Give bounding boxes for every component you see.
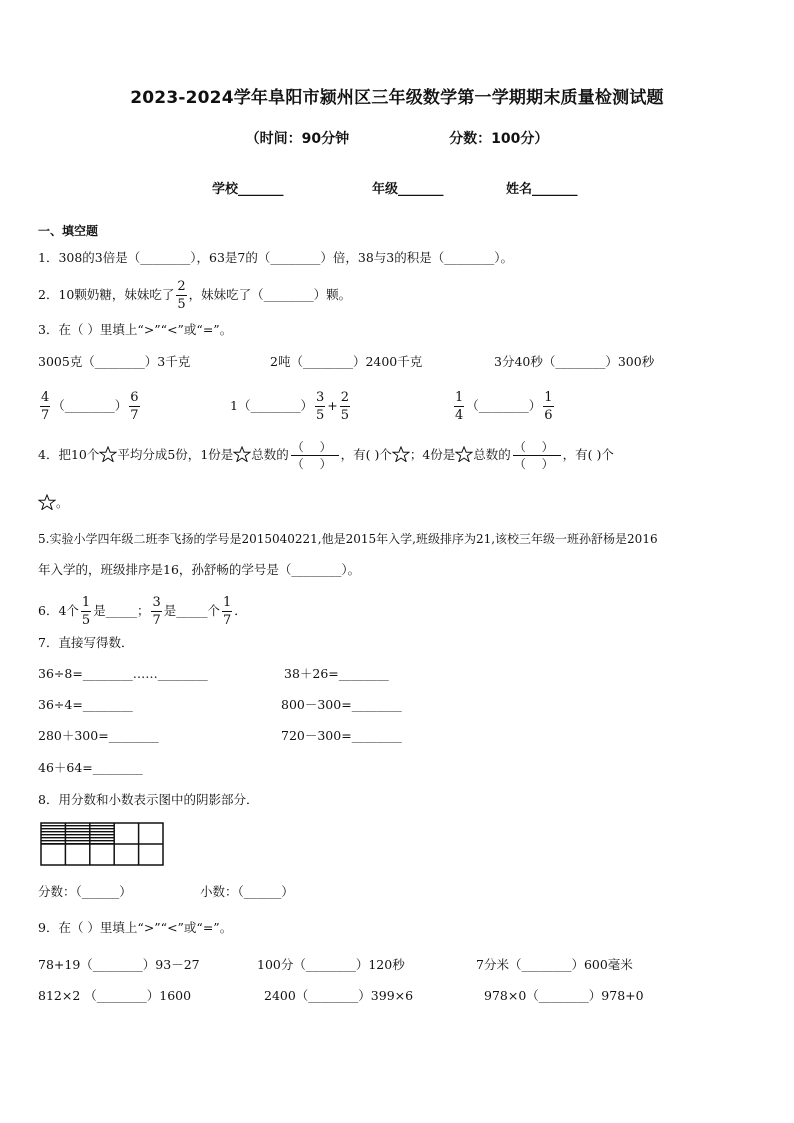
q7-item: 46＋64=________ (38, 760, 143, 775)
shaded-grid-figure (40, 822, 164, 866)
q7-item: 36÷4=________ (38, 697, 133, 712)
fraction: $\frac{1}{7}$ (223, 595, 232, 628)
question-4-end (38, 494, 69, 510)
q4-text: ，有( )个 (562, 447, 614, 462)
q9-item: 7分米（________）600毫米 (476, 957, 633, 972)
q4-text: 总数的 (251, 447, 289, 462)
exam-info (0, 132, 794, 146)
question-2 (38, 280, 351, 311)
q4-text: 4．把10个 (38, 447, 100, 462)
q9-item: 2400（________）399×6 (264, 988, 414, 1003)
q3-row2-item2 (230, 391, 352, 422)
q4-text: 平均分成5份，1份是 (117, 447, 234, 462)
answer-blank[interactable]: （________） (52, 398, 128, 413)
q6-text: 是_____； (93, 603, 150, 618)
q9-item: 812×2 （________）1600 (38, 988, 192, 1003)
fraction: $\frac{4}{7}$ (41, 390, 50, 423)
fraction: $\frac{1}{6}$ (544, 390, 553, 423)
star-icon (38, 494, 56, 510)
q4-text: ，有( )个 (340, 447, 392, 462)
q4-text: 总数的 (473, 447, 511, 462)
shaded-cell (41, 823, 65, 844)
shaded-cell (65, 823, 89, 844)
q7-item: 36÷8=________……________ (38, 666, 208, 681)
fraction-answer[interactable]: 分数：（______） (38, 884, 132, 899)
q6-text: 6．4个 (38, 603, 79, 618)
fraction-denominator: 5 (177, 297, 186, 312)
q2-text-b: ，妹妹吃了（________）颗。 (188, 287, 352, 302)
plus-sign: + (327, 398, 338, 413)
answer-blank[interactable]: 1（________） (230, 398, 313, 413)
fraction-blank[interactable]: $\frac{( )}{( )}$ (291, 440, 338, 471)
decimal-answer[interactable]: 小数：（______） (200, 884, 294, 899)
fraction: $\frac{6}{7}$ (130, 390, 139, 423)
q9-item: 78+19（________）93－27 (38, 957, 200, 972)
fraction: $\frac{3}{5}$ (315, 390, 325, 423)
q3-row2-item1 (38, 391, 142, 422)
q6-text: 是_____个 (163, 603, 220, 618)
fraction: $\frac{1}{5}$ (81, 595, 91, 628)
star-icon (392, 446, 410, 462)
q3-row1-item3: 3分40秒（________）300秒 (494, 354, 655, 369)
q9-item: 100分（________）120秒 (257, 957, 405, 972)
q3-row2-item3 (452, 391, 556, 422)
question-7-title: 7．直接写得数． (38, 635, 134, 650)
question-1: 1．308的3倍是（________），63是7的（________）倍，38与3的积是（________）。 (38, 250, 513, 265)
fraction: $\frac{1}{4}$ (455, 390, 464, 423)
q4-text: ；4份是 (409, 447, 456, 462)
q7-item: 280＋300=________ (38, 728, 159, 743)
page-title: 2023-2024学年阜阳市颍州区三年级数学第一学期期末质量检测试题 (130, 88, 664, 108)
answer-blank[interactable]: （________） (466, 398, 542, 413)
star-icon (455, 446, 473, 462)
q3-row1-item2: 2吨（________）2400千克 (270, 354, 423, 369)
time-label: （时间：90分钟 (245, 131, 350, 147)
section-heading: 一、填空题 (38, 224, 99, 238)
q6-text: ． (234, 603, 247, 618)
question-5-line1: 5.实验小学四年级二班李飞扬的学号是2015040221,他是2015年入学,班级排序为21,该校三年级一班孙舒杨是2016 (38, 532, 658, 546)
q7-item: 38＋26=________ (284, 666, 389, 681)
shaded-cell (90, 823, 114, 844)
star-icon (233, 446, 251, 462)
q2-text-a: 2．10颗奶糖，妹妹吃了 (38, 287, 175, 302)
fraction-numerator: 2 (177, 279, 186, 294)
question-9-title: 9．在（ ）里填上“>”“<”或“=”。 (38, 920, 233, 935)
q2-fraction (176, 280, 186, 311)
question-6 (38, 596, 247, 627)
question-3-title: 3．在（ ）里填上“>”“<”或“=”。 (38, 322, 233, 337)
star-icon (99, 446, 117, 462)
question-4 (38, 441, 614, 470)
score-label: 分数：100分） (449, 131, 549, 147)
question-8-title: 8．用分数和小数表示图中的阴影部分． (38, 792, 259, 807)
school-field[interactable]: 学校_______ (212, 182, 284, 197)
fraction: $\frac{2}{5}$ (340, 390, 349, 423)
q4-text: 。 (56, 495, 69, 510)
fraction-blank[interactable]: $\frac{( )}{( )}$ (513, 440, 560, 471)
name-field[interactable]: 姓名_______ (506, 182, 578, 197)
fraction: $\frac{3}{7}$ (152, 595, 161, 628)
q3-row1-item1: 3005克（________）3千克 (38, 354, 191, 369)
q7-item: 720－300=________ (281, 728, 402, 743)
q9-item: 978×0（________）978+0 (484, 988, 644, 1003)
q7-item: 800－300=________ (281, 697, 402, 712)
question-5-line2: 年入学的，班级排序是16，孙舒畅的学号是（________）。 (38, 562, 361, 577)
grade-field[interactable]: 年级_______ (372, 182, 444, 197)
